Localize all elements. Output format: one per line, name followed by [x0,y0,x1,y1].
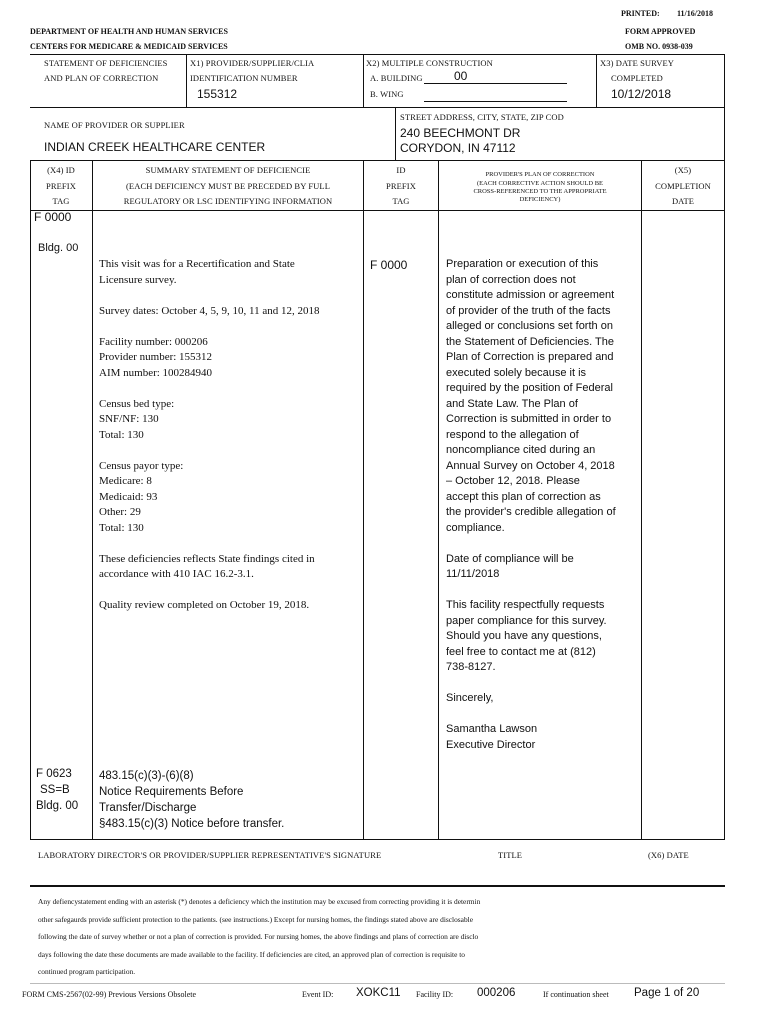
poc-header-1: PROVIDER'S PLAN OF CORRECTION [485,171,595,178]
x3-label-2: COMPLETED [611,73,663,83]
summary-line: Quality review completed on October 19, 2018. [99,599,310,611]
summary-line: Licensure survey. [99,273,177,286]
divider-x3 [596,54,597,108]
plan-line: Sincerely, [446,692,494,704]
summary-line: Transfer/Discharge [99,802,197,814]
plan-line: Executive Director [446,738,536,751]
x2-label: X2) MULTIPLE CONSTRUCTION [366,58,493,68]
summary-line: Medicare: 8 [99,475,152,487]
poc-header-2: (EACH CORRECTIVE ACTION SHOULD BE [476,180,604,187]
entry1-id-prefix: F 0000 [370,258,408,272]
summary-header-2: (EACH DEFICIENCY MUST BE PRECEDED BY FULL [125,181,331,191]
table-right-border [724,54,725,840]
col-divider-1 [92,160,93,840]
stmt-label-1: STATEMENT OF DEFICIENCIES [44,58,168,68]
printed-label: PRINTED: [621,9,660,18]
address-label: STREET ADDRESS, CITY, STATE, ZIP COD [400,112,564,122]
summary-line: AIM number: 100284940 [99,366,213,379]
plan-line: Preparation or execution of this [446,258,599,270]
event-id-value: XOKC11 [356,987,401,999]
col-divider-4 [641,160,642,840]
entry1-summary [99,257,361,614]
plan-line: respond to the allegation of [446,428,579,441]
summary-line [99,583,361,599]
summary-line: Census payor type: [99,459,184,472]
plan-line: Should you have any questions, [446,630,602,642]
plan-line: 11/11/2018 [446,568,500,580]
stmt-label-2: AND PLAN OF CORRECTION [44,73,159,83]
plan-line [446,707,638,723]
summary-line: These deficiencies reflects State findings cited in [99,552,315,565]
plan-line: the Statement of Deficiencies. The [446,335,614,348]
plan-line: the provider's credible allegation of [446,506,616,518]
summary-line: accordance with 410 IAC 16.2-3.1. [99,568,254,580]
x4-header-2: PREFIX [46,181,76,191]
col-divider-3 [438,160,439,840]
summary-line: Provider number: 155312 [99,351,213,363]
entry1-tag: F 0000 [34,210,72,224]
summary-line [99,381,361,397]
plan-line: constitute admission or agreement [446,289,615,301]
continuation-label: If continuation sheet [543,990,609,999]
plan-line: 738-8127. [446,661,496,673]
plan-line: and State Law. The Plan of [446,397,578,410]
summary-line: This visit was for a Recertification and State [99,258,295,270]
id-header-3: TAG [392,196,410,206]
event-id-label: Event ID: [302,990,334,999]
summary-line: Census bed type: [99,397,175,410]
x4-header-3: TAG [52,196,70,206]
survey-completed-date: 10/12/2018 [611,87,672,101]
summary-line: SNF/NF: 130 [99,413,159,425]
wing-label: B. WING [370,89,404,99]
summary-line [99,288,361,304]
plan-line: compliance. [446,521,505,534]
building-label: A. BUILDING [370,73,423,83]
col-divider-2 [363,160,364,840]
divider-address [395,107,396,161]
centers-name: CENTERS FOR MEDICARE & MEDICAID SERVICES [30,42,228,51]
provider-box-bottom [30,160,725,161]
facility-id-value: 000206 [477,987,516,999]
summary-line: 483.15(c)(3)-(6)(8) [99,770,194,782]
plan-line: Correction is submitted in order to [446,413,612,425]
plan-line [446,676,638,692]
entry1-bldg: Bldg. 00 [38,242,79,254]
building-value: 00 [454,69,468,83]
summary-line: Survey dates: October 4, 5, 9, 10, 11 and 12, 2018 [99,304,320,317]
address-line-2: CORYDON, IN 47112 [400,141,516,155]
entry2-tag: F 0623 [36,768,72,780]
x4-header-1: (X4) ID [47,165,75,175]
divider-x1 [186,54,187,108]
footer-rule [30,983,725,984]
dept-name: DEPARTMENT OF HEALTH AND HUMAN SERVICES [30,27,228,36]
summary-line [99,443,361,459]
x5-header-2: COMPLETION [655,181,711,191]
provider-name-value: INDIAN CREEK HEALTHCARE CENTER [44,140,266,154]
summary-line: Total: 130 [99,428,144,441]
disclaimer-line: continued program participation. [38,967,136,976]
plan-line: alleged or conclusions set forth on [446,320,613,332]
building-underline [424,83,567,84]
poc-header-3: CROSS-REFERENCED TO THE APPROPRIATE [473,188,607,195]
disclaimer-line: other safegaurds provide sufficient protection to the patients. (see instructions.) Except for nursing homes, the findings stated above are disclosable [38,914,473,924]
summary-line: Other: 29 [99,506,141,518]
plan-line: Annual Survey on October 4, 2018 [446,459,615,472]
summary-line: Facility number: 000206 [99,335,208,348]
printed-date: 11/16/2018 [677,9,714,18]
top-box-bottom [30,107,725,108]
id-header-2: PREFIX [386,181,416,191]
entry2-summary [99,768,361,832]
summary-line [99,536,361,552]
plan-line: of provider of the truth of the facts [446,304,611,317]
plan-line: This facility respectfully requests [446,599,605,611]
signature-label: LABORATORY DIRECTOR'S OR PROVIDER/SUPPLIER REPRESENTATIVE'S SIGNATURE [38,850,382,860]
page-number: Page 1 of 20 [634,987,700,999]
summary-line: Medicaid: 93 [99,490,158,503]
table-left-border [30,160,31,840]
entry2-scope: SS=B [40,784,70,796]
id-header-1: ID [396,165,406,175]
table-bottom-border [30,839,725,840]
omb-number: OMB NO. 0938-039 [625,42,693,51]
wing-underline [424,101,567,102]
summary-line: Notice Requirements Before [99,786,244,798]
plan-line: executed solely because it is [446,366,587,379]
x1-label-2: IDENTIFICATION NUMBER [190,73,298,83]
plan-line: feel free to contact me at (812) [446,645,596,658]
entry1-plan [446,257,638,753]
plan-line: paper compliance for this survey. [446,614,607,627]
plan-line: Date of compliance will be [446,552,574,565]
x3-label-1: X3) DATE SURVEY [600,58,675,68]
form-number: FORM CMS-2567(02-99) Previous Versions Obsolete [22,990,197,999]
poc-header-4: DEFICIENCY) [519,196,561,203]
summary-header-3: REGULATORY OR LSC IDENTIFYING INFORMATION [123,196,333,206]
x5-header-3: DATE [671,196,695,206]
plan-line: plan of correction does not [446,273,576,286]
x1-label-1: X1) PROVIDER/SUPPLIER/CLIA [190,58,315,68]
plan-line: accept this plan of correction as [446,490,601,503]
signature-bottom-border [30,885,725,887]
plan-line [446,536,638,552]
plan-line [446,583,638,599]
facility-id-label: Facility ID: [416,990,454,999]
disclaimer [38,893,728,981]
plan-line: Plan of Correction is prepared and [446,351,614,363]
summary-header-1: SUMMARY STATEMENT OF DEFICIENCIE [145,165,311,175]
plan-line: required by the position of Federal [446,382,613,394]
column-header-bottom [30,210,725,211]
summary-line [99,319,361,335]
x6-date-label: (X6) DATE [648,850,689,860]
summary-line: Total: 130 [99,521,144,534]
plan-line: – October 12, 2018. Please [446,475,580,487]
disclaimer-line: Any defiencystatement ending with an asterisk (*) denotes a deficiency which the institution may be excused from correcting providing it is determin [38,897,481,906]
provider-name-label: NAME OF PROVIDER OR SUPPLIER [44,120,185,130]
summary-line: §483.15(c)(3) Notice before transfer. [99,818,285,830]
x5-header-1: (X5) [674,165,692,175]
plan-line: noncompliance cited during an [446,444,596,456]
plan-line: Samantha Lawson [446,723,538,735]
provider-id-value: 155312 [197,87,238,101]
disclaimer-line: following the date of survey whether or not a plan of correction is provided. For nursing homes, the above findings and plans of correction are disclo [38,932,479,941]
form-approved: FORM APPROVED [625,27,696,36]
address-line-1: 240 BEECHMONT DR [400,126,521,140]
top-border [30,54,725,55]
divider-x2 [363,54,364,108]
entry2-bldg: Bldg. 00 [36,800,79,812]
title-label: TITLE [498,850,523,860]
disclaimer-line: days following the date these documents are made available to the facility. If deficiencies are cited, an approved plan of correction is requisite to [38,949,465,959]
